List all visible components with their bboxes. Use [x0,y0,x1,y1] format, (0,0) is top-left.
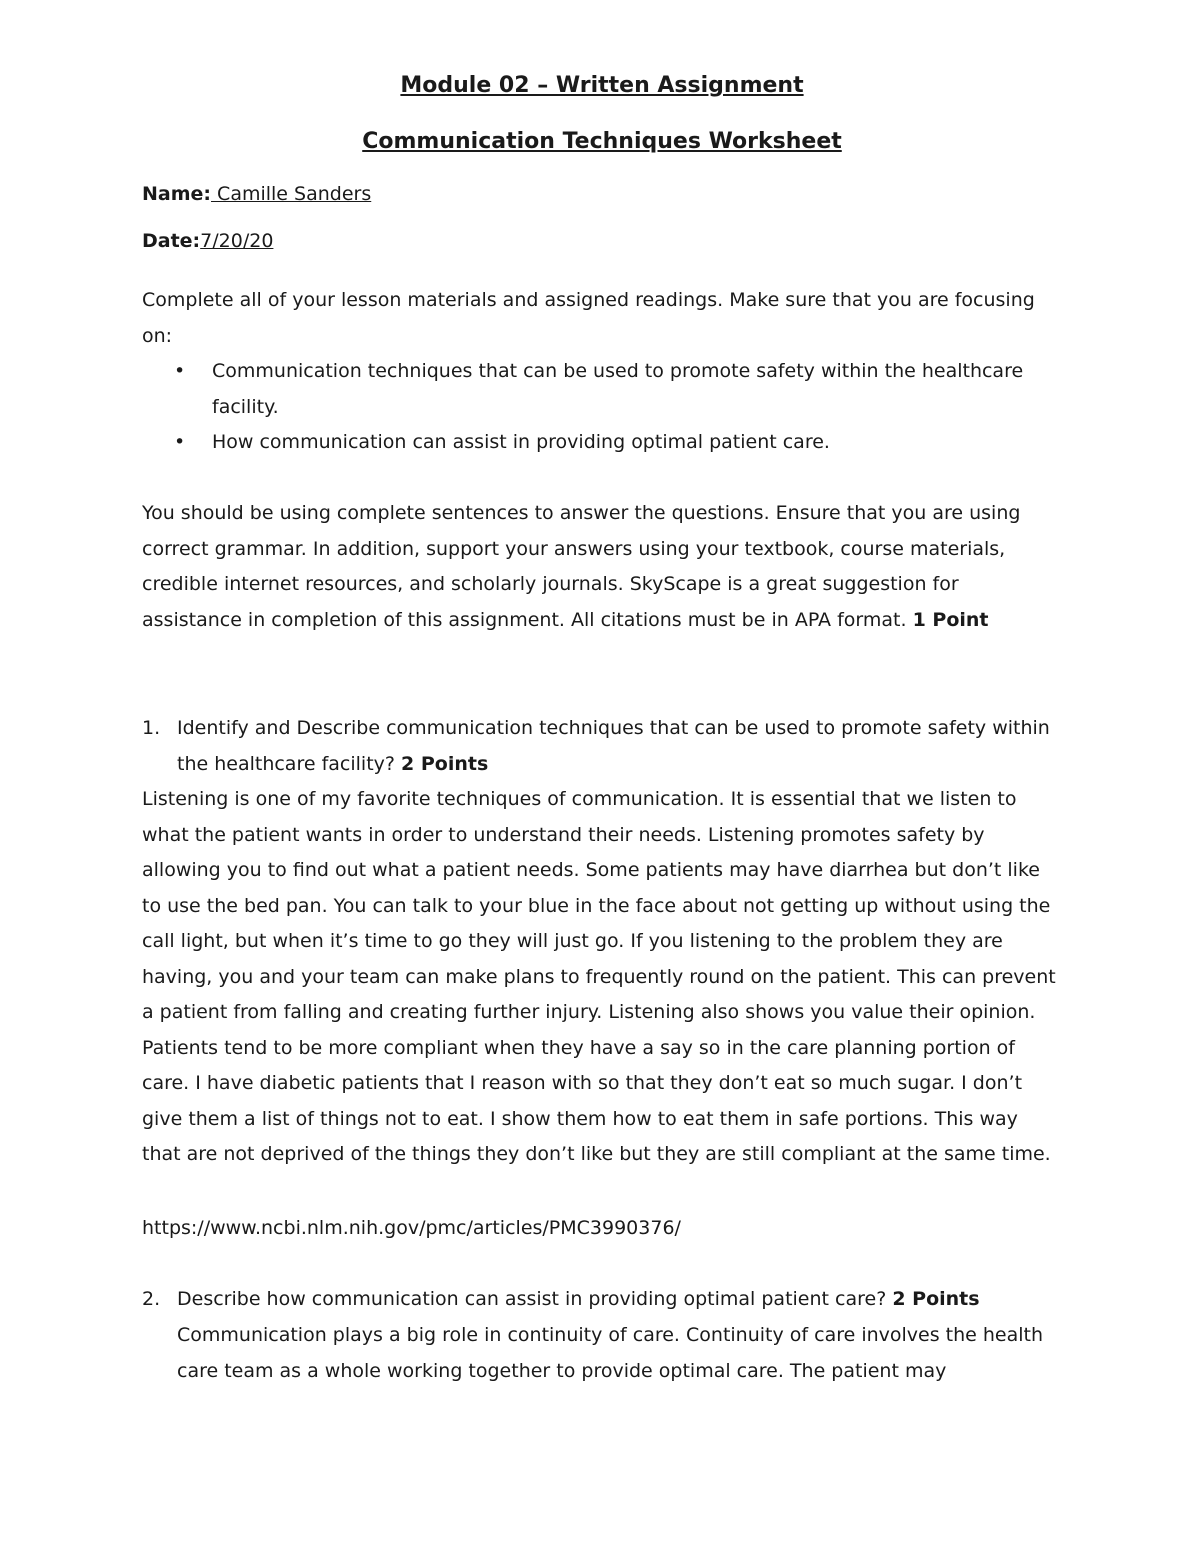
focus-list-item [142,425,1062,461]
answer-2: Communication plays a big role in continuity of care. Continuity of care involves the health care team as a whole working together to provide optimal care. The patient may [177,1324,1044,1382]
date-field [142,227,273,255]
question-text-block [142,1282,1062,1318]
question-text: Describe how communication can assist in providing optimal patient care? [177,1288,887,1310]
name-value: Camille Sanders [211,183,372,205]
name-label: Name: [142,183,212,205]
focus-list [142,354,1062,461]
document-subtitle: Communication Techniques Worksheet [362,129,842,154]
question-number: 2. [142,1288,161,1310]
question-number: 1. [142,717,161,739]
date-label: Date: [142,230,201,252]
focus-list-item-text: Communication techniques that can be used to promote safety within the healthcare facility. [212,360,1024,418]
question-2 [142,1282,1062,1318]
instructions-points: 1 Point [912,608,989,631]
question-1 [142,711,1062,782]
bullet-icon: • [174,431,186,453]
reference-link[interactable]: https://www.ncbi.nlm.nih.gov/pmc/articles/PMC3990376/ [142,1217,681,1239]
date-value: 7/20/20 [200,230,274,252]
intro-paragraph: Complete all of your lesson materials and assigned readings. Make sure that you are focusing on: [142,289,1035,347]
bullet-icon: • [174,360,186,382]
question-points: 2 Points [401,752,489,775]
instructions-text: You should be using complete sentences to answer the questions. Ensure that you are using correct grammar. In addition, support your answers using your textbook, course materials, credible internet resources, and scholarly journals. SkyScape is a great suggestion for assistance in completion of this assignment. All citations must be in APA format. [142,502,1021,631]
instructions-paragraph [142,496,1062,638]
document-title: Module 02 – Written Assignment [400,73,804,98]
question-text: Identify and Describe communication techniques that can be used to promote safety within the healthcare facility? [177,717,1050,775]
name-field [142,180,371,208]
focus-list-item-text: How communication can assist in providing optimal patient care. [212,431,830,453]
question-text-block [142,711,1062,782]
focus-list-item [142,354,1062,425]
document-page [142,0,1062,1553]
answer-1: Listening is one of my favorite techniques of communication. It is essential that we listen to what the patient wants in order to understand their needs. Listening promotes safety by allowing you to find out what a patient needs. Some patients may have diarrhea but don’t like to use the bed pan. You can talk to your blue in the face about not getting up without using the call light, but when it’s time to go they will just go. If you listening to the problem they are having, you and your team can make plans to frequently round on the patient. This can prevent a patient from falling and creating further injury. Listening also shows you value their opinion. Patients tend to be more compliant when they have a say so in the care planning portion of care. I have diabetic patients that I reason with so that they don’t eat so much sugar. I don’t give them a list of things not to eat. I show them how to eat them in safe portions. This way that are not deprived of the things they don’t like but they are still compliant at the same time. [142,788,1056,1165]
question-points: 2 Points [892,1288,980,1310]
